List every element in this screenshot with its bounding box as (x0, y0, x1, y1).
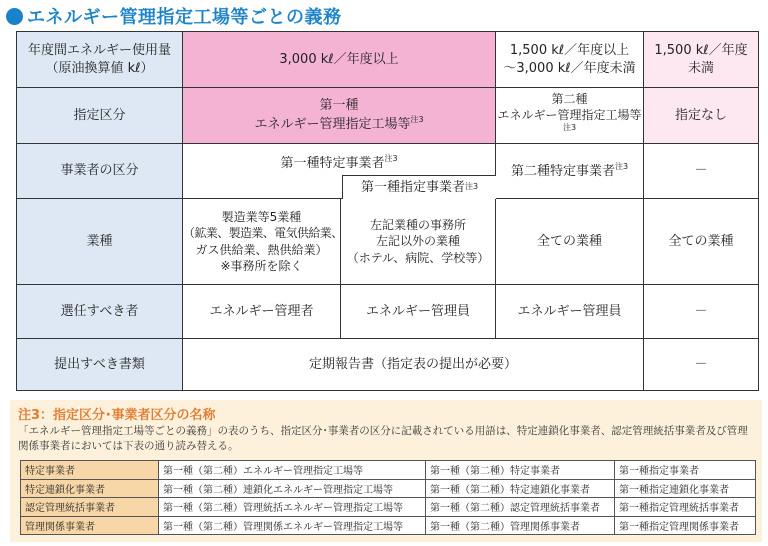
business-col2-text: 第二種特定事業者 (510, 163, 615, 179)
appoint-col3: － (644, 285, 759, 339)
row-label: 業種 (17, 199, 183, 285)
business-col1-box (342, 175, 496, 199)
report-col3: － (644, 339, 759, 391)
header-col2-line: 1,500 kℓ／年度以上 (509, 42, 630, 58)
row-label: 選任すべき者 (17, 285, 183, 339)
industry-col1b-line: 左記業種の事務所 (369, 218, 466, 233)
appoint-col1a: エネルギー管理者 (183, 285, 341, 339)
rename-cell: 第一種（第二種）管理統括エネルギー管理指定工場等 (159, 498, 426, 517)
rename-cell: 第一種（第二種）特定連鎖化事業者 (426, 479, 615, 498)
page-title: エネルギー管理指定工場等ごとの義務 (27, 7, 342, 28)
industry-col2: 全ての業種 (496, 199, 644, 285)
note-ref: 注3 (464, 182, 479, 192)
designation-col2-text: エネルギー管理指定工場等 (497, 107, 642, 122)
industry-col1b (341, 199, 496, 285)
note-ref: 注3 (384, 154, 398, 163)
table-row-business (17, 144, 759, 199)
rename-cell: 第一種（第二種）管理関係事業者 (426, 516, 615, 535)
report-span: 定期報告書（指定表の提出が必要） (183, 339, 644, 391)
row-label: 事業者の区分 (17, 144, 183, 199)
industry-col1a (183, 199, 341, 285)
rename-head: 管理関係事業者 (21, 516, 159, 535)
row-label: 提出すべき書類 (17, 339, 183, 391)
bullet-circle-icon (6, 8, 23, 25)
business-col3: － (644, 144, 759, 199)
industry-col1a-line: 製造業等5業種 (221, 210, 302, 225)
header-label-line: （原油換算値 kℓ） (45, 60, 154, 76)
header-col3-line: 1,500 kℓ／年度 (654, 42, 748, 58)
header-label-line: 年度間エネルギー使用量 (27, 42, 171, 58)
rename-head: 特定事業者 (21, 461, 159, 480)
table-row-header (17, 32, 759, 88)
note-ref: 注3 (562, 123, 577, 133)
rename-head: 特定連鎖化事業者 (21, 479, 159, 498)
table-row (21, 498, 756, 517)
rename-cell: 第一種（第二種）認定管理統括事業者 (426, 498, 615, 517)
rename-cell: 第一種（第二種）エネルギー管理指定工場等 (159, 461, 426, 480)
designation-col1 (183, 88, 496, 144)
designation-col1-line: 第一種 (319, 98, 359, 114)
table-row (21, 479, 756, 498)
rename-cell: 第一種指定事業者 (615, 461, 756, 480)
business-col1 (183, 144, 496, 199)
header-col3 (644, 32, 759, 88)
header-col1: 3,000 kℓ／年度以上 (183, 32, 496, 88)
header-col2-line: ～3,000 kℓ／年度未満 (503, 60, 636, 76)
designation-col3: 指定なし (644, 88, 759, 144)
industry-col1b-line: （ホテル、病院、学校等） (346, 250, 490, 265)
rename-table (20, 460, 756, 535)
header-col3-line: 未満 (687, 60, 714, 76)
designation-col1-text: エネルギー管理指定工場等 (254, 117, 411, 132)
rename-cell: 第一種指定連鎖化事業者 (615, 479, 756, 498)
industry-col1a-line: ※事務所を除く (220, 258, 303, 273)
table-row-industry (17, 199, 759, 285)
note-body: 「エネルギー管理指定工場等ごとの義務」の表のうち、指定区分･事業者の区分に記載されている用語は、特定連鎖化事業者、認定管理統括事業者及び管理関係事業者においては下表の通り読み替える。 (18, 425, 748, 453)
note-ref: 注3 (410, 115, 424, 124)
rename-cell: 第一種（第二種）特定事業者 (426, 461, 615, 480)
row-label: 指定区分 (17, 88, 183, 144)
note-box (10, 400, 762, 542)
designation-col2 (496, 88, 644, 144)
rename-cell: 第一種指定管理関係事業者 (615, 516, 756, 535)
designation-col2-line (496, 107, 643, 140)
table-row-designation (17, 88, 759, 144)
business-col1-top-text: 第一種特定事業者 (280, 156, 385, 171)
industry-col1a-line: ガス供給業、熱供給業） (195, 242, 328, 257)
appoint-col1b: エネルギー管理員 (341, 285, 496, 339)
page-header (6, 4, 342, 28)
table-row (21, 516, 756, 535)
header-label-cell (17, 32, 183, 88)
table-row-appoint (17, 285, 759, 339)
industry-col1a-line: （鉱業、製造業、電気供給業、 (183, 226, 343, 241)
note-title: 注3：指定区分･事業者区分の名称 (18, 408, 216, 423)
designation-col1-line (183, 115, 495, 134)
rename-cell: 第一種（第二種）管理関係エネルギー管理指定工場等 (159, 516, 426, 535)
business-col1-box-text: 第一種指定事業者 (360, 179, 465, 195)
business-col1-top (183, 154, 495, 173)
rename-head: 認定管理統括事業者 (21, 498, 159, 517)
business-col2 (496, 144, 644, 199)
obligations-table (16, 31, 759, 391)
industry-col1b-line: 左記以外の業種 (375, 234, 460, 249)
note-ref: 注3 (614, 161, 629, 171)
industry-col3: 全ての業種 (644, 199, 759, 285)
appoint-col2: エネルギー管理員 (496, 285, 644, 339)
table-row (21, 461, 756, 480)
table-row-report (17, 339, 759, 391)
rename-cell: 第一種（第二種）連鎖化エネルギー管理指定工場等 (159, 479, 426, 498)
header-col2 (496, 32, 644, 88)
designation-col2-line: 第二種 (551, 91, 588, 106)
rename-cell: 第一種指定管理統括事業者 (615, 498, 756, 517)
